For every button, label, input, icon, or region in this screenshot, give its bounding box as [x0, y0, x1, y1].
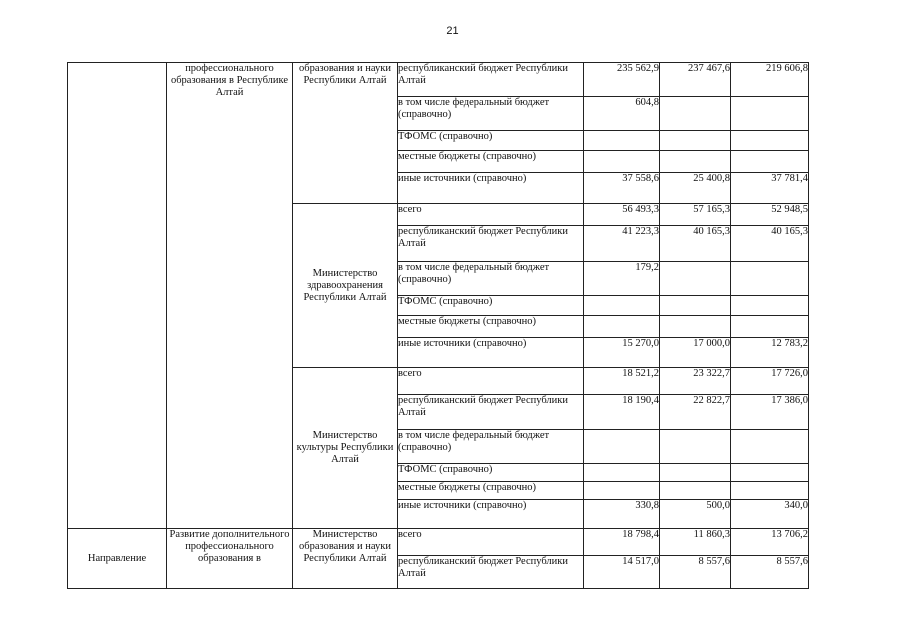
value-cell: 235 562,9 [584, 63, 660, 97]
subprogram-title: Развитие дополнительного профессионального образования в [167, 529, 293, 589]
value-cell: 8 557,6 [660, 556, 731, 589]
source-label: местные бюджеты (справочно) [398, 316, 584, 338]
value-cell [584, 430, 660, 464]
value-cell [660, 97, 731, 131]
value-cell [660, 131, 731, 151]
value-cell: 18 798,4 [584, 529, 660, 556]
value-cell [660, 262, 731, 296]
value-cell [660, 296, 731, 316]
value-cell: 17 386,0 [731, 395, 809, 430]
page-number: 21 [446, 25, 459, 37]
value-cell: 330,8 [584, 500, 660, 529]
value-cell: 37 781,4 [731, 173, 809, 204]
value-cell: 13 706,2 [731, 529, 809, 556]
value-cell: 14 517,0 [584, 556, 660, 589]
value-cell [660, 482, 731, 500]
table-row [68, 63, 809, 97]
value-cell: 11 860,3 [660, 529, 731, 556]
source-label: местные бюджеты (справочно) [398, 482, 584, 500]
direction-cell-empty [68, 63, 167, 529]
source-label: всего [398, 204, 584, 226]
value-cell [731, 316, 809, 338]
value-cell: 340,0 [731, 500, 809, 529]
value-cell: 40 165,3 [660, 226, 731, 262]
value-cell: 56 493,3 [584, 204, 660, 226]
value-cell [731, 430, 809, 464]
value-cell: 41 223,3 [584, 226, 660, 262]
value-cell [731, 151, 809, 173]
value-cell [660, 316, 731, 338]
value-cell: 22 822,7 [660, 395, 731, 430]
value-cell [584, 131, 660, 151]
source-label: в том числе федеральный бюджет (справочно) [398, 97, 584, 131]
source-label: республиканский бюджет Республики Алтай [398, 556, 584, 589]
source-label: иные источники (справочно) [398, 500, 584, 529]
source-label: ТФОМС (справочно) [398, 464, 584, 482]
source-label: всего [398, 368, 584, 395]
value-cell: 57 165,3 [660, 204, 731, 226]
value-cell [731, 97, 809, 131]
executor-name: Министерство образования и науки Республики Алтай [293, 529, 398, 589]
value-cell: 40 165,3 [731, 226, 809, 262]
value-cell [584, 151, 660, 173]
value-cell: 18 190,4 [584, 395, 660, 430]
value-cell: 17 726,0 [731, 368, 809, 395]
table-row [68, 529, 809, 556]
value-cell: 15 270,0 [584, 338, 660, 368]
direction-label: Направление [68, 529, 167, 589]
value-cell: 500,0 [660, 500, 731, 529]
source-label: ТФОМС (справочно) [398, 131, 584, 151]
value-cell [731, 464, 809, 482]
budget-table [67, 62, 809, 589]
value-cell: 237 467,6 [660, 63, 731, 97]
source-label: республиканский бюджет Республики Алтай [398, 63, 584, 97]
value-cell: 179,2 [584, 262, 660, 296]
value-cell [584, 464, 660, 482]
value-cell: 604,8 [584, 97, 660, 131]
value-cell [584, 316, 660, 338]
executor-name: образования и науки Республики Алтай [293, 63, 398, 204]
value-cell: 52 948,5 [731, 204, 809, 226]
value-cell [731, 296, 809, 316]
value-cell: 25 400,8 [660, 173, 731, 204]
value-cell [660, 430, 731, 464]
source-label: местные бюджеты (справочно) [398, 151, 584, 173]
value-cell: 23 322,7 [660, 368, 731, 395]
source-label: в том числе федеральный бюджет (справочно) [398, 430, 584, 464]
value-cell: 12 783,2 [731, 338, 809, 368]
source-label: ТФОМС (справочно) [398, 296, 584, 316]
value-cell: 8 557,6 [731, 556, 809, 589]
value-cell [731, 131, 809, 151]
value-cell [660, 151, 731, 173]
source-label: республиканский бюджет Республики Алтай [398, 395, 584, 430]
subprogram-title: профессионального образования в Республике Алтай [167, 63, 293, 529]
value-cell [731, 482, 809, 500]
executor-name: Министерство здравоохранения Республики Алтай [293, 204, 398, 368]
value-cell: 37 558,6 [584, 173, 660, 204]
source-label: иные источники (справочно) [398, 338, 584, 368]
value-cell: 17 000,0 [660, 338, 731, 368]
source-label: республиканский бюджет Республики Алтай [398, 226, 584, 262]
source-label: в том числе федеральный бюджет (справочно) [398, 262, 584, 296]
value-cell: 219 606,8 [731, 63, 809, 97]
value-cell [584, 482, 660, 500]
value-cell [731, 262, 809, 296]
value-cell: 18 521,2 [584, 368, 660, 395]
value-cell [584, 296, 660, 316]
source-label: всего [398, 529, 584, 556]
executor-name: Министерство культуры Республики Алтай [293, 368, 398, 529]
source-label: иные источники (справочно) [398, 173, 584, 204]
value-cell [660, 464, 731, 482]
